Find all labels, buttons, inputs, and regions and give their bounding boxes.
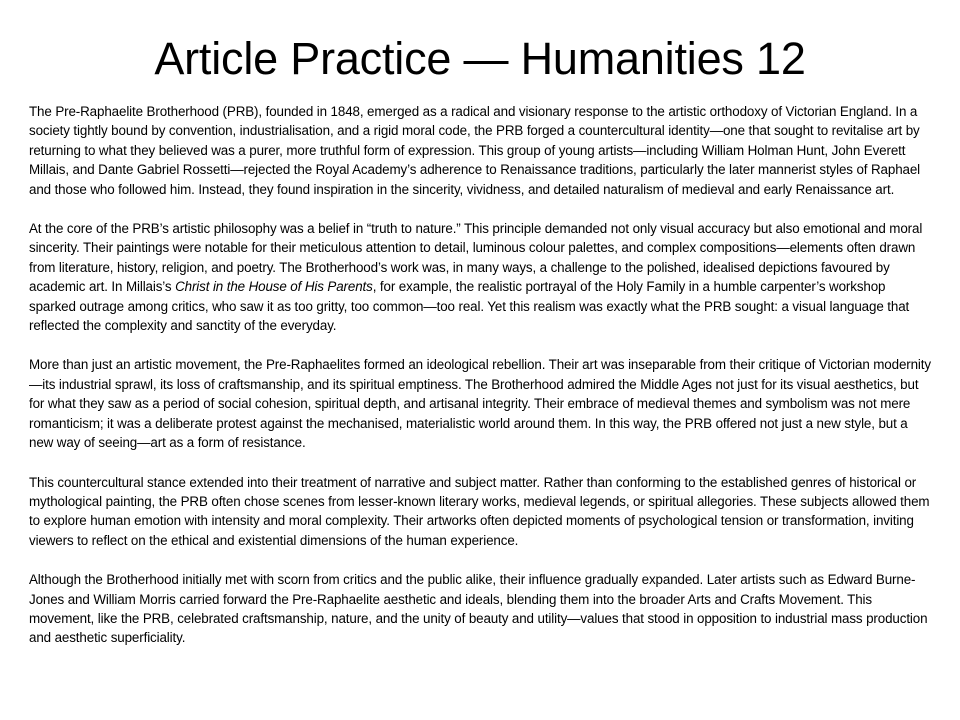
paragraph-2: [29, 219, 933, 335]
paragraph-2-text-end: , for example, the realistic portrayal of the Holy Family in a humble carpenter’s workshop sparked outrage among critics, who saw it as too gritty, too common—too real. Yet this realism was exactly what the PRB sought: a visual language that reflected the complexity and sanctity of the everyday.: [29, 279, 910, 334]
paragraph-4: This countercultural stance extended into their treatment of narrative and subject matter. Rather than conforming to the established genres of historical or mythological painting, the PRB often chose scenes from lesser-known literary works, medieval legends, or spiritual allegories. These subjects allowed them to explore human emotion with intensity and moral complexity. Their artworks often depicted moments of psychological tension or transformation, inviting viewers to reflect on the ethical and existential dimensions of the human experience.: [29, 474, 930, 548]
paragraph-3: More than just an artistic movement, the Pre-Raphaelites formed an ideological rebellion. Their art was inseparable from their critique of Victorian modernity—its industrial sprawl, its loss of craftsmanship, and its spiritual emptiness. The Brotherhood admired the Middle Ages not just for its visual aesthetics, but for what they saw as a period of social cohesion, spiritual depth, and artisanal integrity. Their embrace of medieval themes and symbolism was not mere romanticism; it was a deliberate protest against the mechanised, materialistic world around them. In this way, the PRB offered not just a new style, but a new way of seeing—art as a form of resistance.: [29, 357, 931, 451]
page-title: Article Practice — Humanities 12: [154, 33, 806, 84]
paragraph-1: The Pre-Raphaelite Brotherhood (PRB), founded in 1848, emerged as a radical and visionary response to the artistic orthodoxy of Victorian England. In a society tightly bound by convention, industrialisation, and a rigid moral code, the PRB forged a countercultural identity—one that sought to revitalise art by returning to what they believed was a purer, more truthful form of expression. This group of young artists—including William Holman Hunt, John Everett Millais, and Dante Gabriel Rossetti—rejected the Royal Academy’s adherence to Renaissance traditions, particularly the later mannerist styles of Raphael and those who followed him. Instead, they found inspiration in the sincerity, vividness, and detailed naturalism of medieval and early Renaissance art.: [29, 104, 921, 197]
paragraph-2-text-start: At the core of the PRB’s artistic philosophy was a belief in “truth to nature.” This principle demanded not only visual accuracy but also emotional and moral sincerity. Their paintings were notable for their meticulous attention to detail, luminous colour palettes, and complex compositions—elements often drawn from literature, history, religion, and poetry. The Brotherhood’s work was, in many ways, a challenge to the polished, idealised depictions favoured by academic art. In Millais’s: [29, 221, 923, 295]
article-body: [29, 102, 933, 668]
painting-title: Christ in the House of His Parents: [175, 279, 373, 295]
paragraph-5: Although the Brotherhood initially met with scorn from critics and the public alike, their influence gradually expanded. Later artists such as Edward Burne-Jones and William Morris carried forward the Pre-Raphaelite aesthetic and ideals, blending them into the broader Arts and Crafts Movement. This movement, like the PRB, celebrated craftsmanship, nature, and the unity of beauty and utility—values that stood in opposition to industrial mass production and aesthetic superficiality.: [29, 572, 928, 646]
